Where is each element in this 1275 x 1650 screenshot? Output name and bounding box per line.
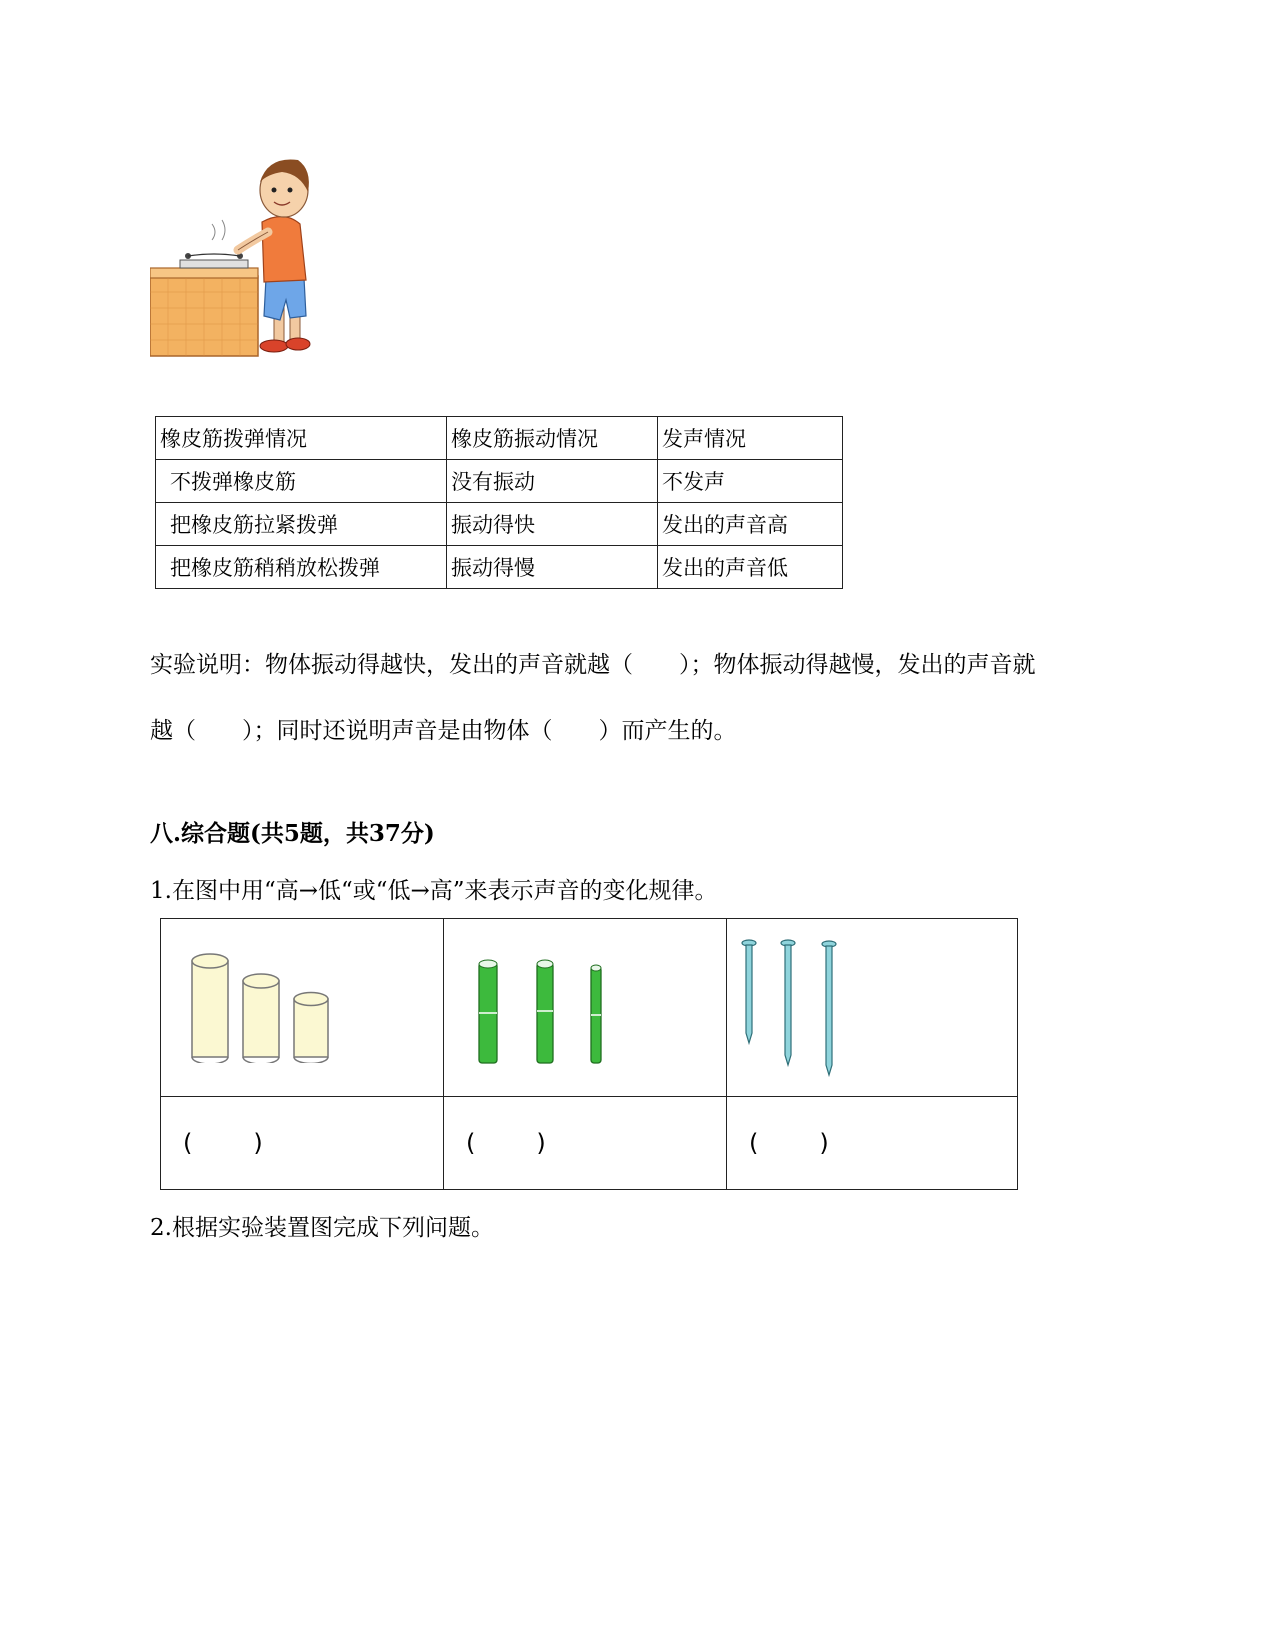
header-cell: 橡皮筋拨弹情况: [156, 417, 447, 460]
boy-plucking-rubber-band-illustration: [150, 152, 312, 357]
table-row: [156, 503, 843, 546]
table-cell: 没有振动: [447, 460, 658, 503]
section-heading: 八.综合题(共5题，共37分): [150, 820, 435, 847]
table-cell: 振动得快: [447, 503, 658, 546]
explanation-line-2: 越（ ）；同时还说明声音是由物体（ ）而产生的。: [150, 718, 737, 744]
question-1-text: 1.在图中用“高→低“或“低→高”来表示声音的变化规律。: [150, 878, 718, 904]
nails-image: [741, 937, 861, 1083]
row-divider: [161, 1096, 1017, 1097]
answer-blank-1[interactable]: ( ): [183, 1129, 263, 1157]
table-cell: 发出的声音低: [658, 546, 843, 589]
question-2-text: 2.根据实验装置图完成下列问题。: [150, 1215, 494, 1241]
table-cell: 振动得慢: [447, 546, 658, 589]
table-cell: 不发声: [658, 460, 843, 503]
answer-blank-2[interactable]: ( ): [466, 1129, 546, 1157]
table-header-row: [156, 417, 843, 460]
table-cell: 不拨弹橡皮筋: [156, 460, 447, 503]
rubber-band-experiment-table: [155, 416, 843, 589]
table-row: [156, 460, 843, 503]
table-row: [156, 546, 843, 589]
table-cell: 把橡皮筋稍稍放松拨弹: [156, 546, 447, 589]
answer-blank-3[interactable]: ( ): [749, 1129, 829, 1157]
cylinders-image: [186, 951, 336, 1067]
header-cell: 橡皮筋振动情况: [447, 417, 658, 460]
table-cell: 发出的声音高: [658, 503, 843, 546]
header-cell: 发声情况: [658, 417, 843, 460]
explanation-line-1: 实验说明：物体振动得越快，发出的声音就越（ ）；物体振动得越慢，发出的声音就: [150, 652, 1036, 678]
bamboo-tubes-image: [469, 957, 609, 1071]
table-cell: 把橡皮筋拉紧拨弹: [156, 503, 447, 546]
pitch-order-table: [160, 918, 1018, 1190]
